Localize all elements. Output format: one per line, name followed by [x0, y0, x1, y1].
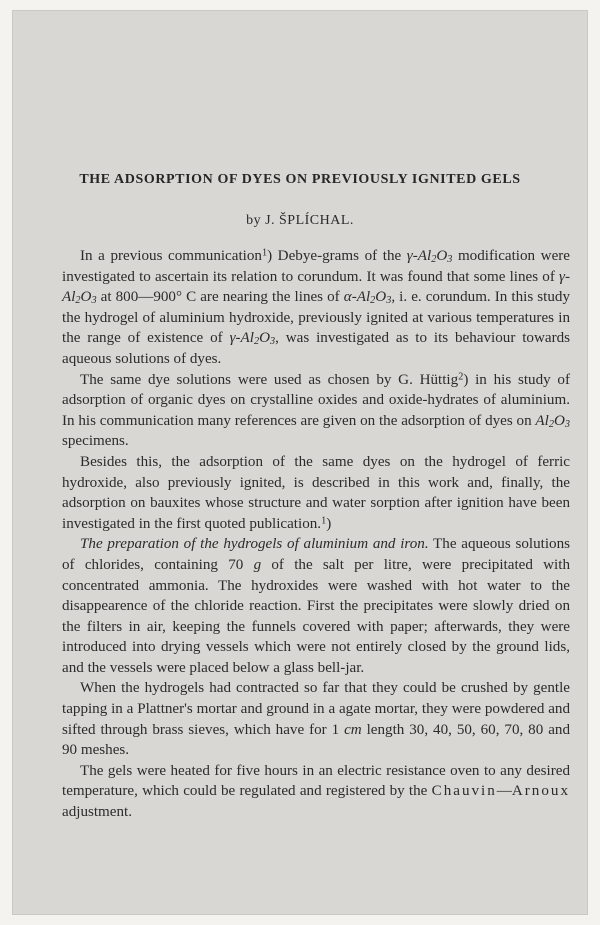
paragraph-sieving: When the hydrogels had contracted so far that they could be crushed by gentle tapping in a Plattner's mortar and ground in a agate mortar, they were powdered and sifted through brass sieves, which have for 1 cm length 30, 40, 50, 60, 70, 80 and 90 meshes. [62, 680, 570, 759]
paragraph-intro: In a previous communication$^1$) Debye-grams of the $\gamma-Al_2O_3$ modification were investigated to ascertain its relation to corundum. It was found that some lines of $\gamma-Al_2O_3$ at 800—900° C are nearing the lines of $\alpha-Al_2O_3$, i. e. corundum. In this study the hydrogel of aluminium hydroxide, previously ignited at various temperatures in the range of existence of $\gamma-Al_2O_3$, was investigated as to its behaviour towards aqueous solutions of dyes. [62, 247, 571, 367]
author-byline: by J. ŠPLÍCHAL. [246, 213, 354, 228]
paragraph-heating: The gels were heated for five hours in an electric resistance oven to any desired temperature, which could be regulated and registered by the Chauvin—Arnoux adjustment. [62, 762, 570, 821]
article-title: THE ADSORPTION OF DYES ON PREVIOUSLY IGNITED GELS [79, 172, 521, 187]
document-page [12, 10, 588, 915]
paragraph-dye-solutions: The same dye solutions were used as chosen by G. Hüttig$^2$) in his study of adsorption of organic dyes on crystalline oxides and oxide-hydrates of aluminium. In his communication many references are given on the adsorption of dyes on $Al_2O_3$ specimens. [62, 370, 571, 450]
paragraph-ferric-hydroxide: Besides this, the adsorption of the same dyes on the hydrogel of ferric hydroxide, also previously ignited, is described in this work and, finally, the adsorption on bauxites whose structure and water sorption after ignition have been investigated in the first quoted publication.$^1$) [62, 453, 570, 532]
paragraph-preparation: The preparation of the hydrogels of aluminium and iron. The aqueous solutions of chlorides, containing 70 g of the salt per litre, were precipitated with concentrated ammonia. The hydroxides were washed with hot water to the disappearence of the chloride reaction. First the precipitates were slowly dried on the filters in air, keeping the funnels covered with paper; afterwards, they were introduced into drying vessels which were not entirely closed by the ground lids, and the vessels were placed below a glass bell-jar. [62, 536, 570, 676]
article-body [62, 246, 570, 823]
